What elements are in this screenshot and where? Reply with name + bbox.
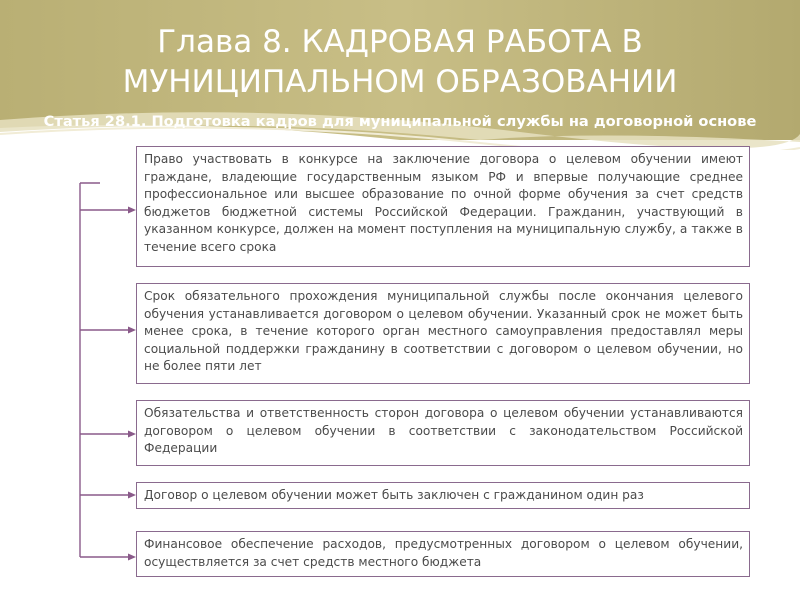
item-text-1: Право участвовать в конкурсе на заключение договора о целевом обучении имеют граждане, владеющие государственным языком РФ и впервые получающие среднее профессиональное или высшее образование по очной форме обучения за счет средств бюджетов бюджетной системы Российской Федерации. Гражданин, участвующий в указанном конкурсе, должен на момент поступления на муниципальную службу, а также в течение всего срока	[144, 152, 743, 254]
page-subtitle: Статья 28.1. Подготовка кадров для муниципальной службы на договорной основе	[43, 113, 757, 130]
title-line-1: Глава 8. КАДРОВАЯ РАБОТА В	[157, 24, 643, 60]
item-box-5	[136, 531, 750, 577]
item-text-4: Договор о целевом обучении может быть заключен с гражданином один раз	[144, 488, 644, 502]
arrowhead-3	[128, 431, 136, 438]
item-text-2: Срок обязательного прохождения муниципальной службы после окончания целевого обучения устанавливается договором о целевом обучении. Указанный срок не может быть менее срока, в течение которого орган местного самоуправления предоставлял меры социальной поддержки гражданину в соответствии с договором о целевом обучении, но не более пяти лет	[144, 289, 743, 374]
arrowhead-4	[128, 492, 136, 499]
arrowhead-2	[128, 327, 136, 334]
arrowhead-5	[128, 554, 136, 561]
item-box-2	[136, 283, 750, 384]
title-line-2: МУНИЦИПАЛЬНОМ ОБРАЗОВАНИИ	[122, 64, 678, 100]
item-box-4	[136, 482, 750, 509]
item-box-3	[136, 400, 750, 466]
item-box-1	[136, 146, 750, 267]
item-text-3: Обязательства и ответственность сторон договора о целевом обучении устанавливаются договором о целевом обучении в соответствии с законодательством Российской Федерации	[144, 406, 743, 456]
item-text-5: Финансовое обеспечение расходов, предусмотренных договором о целевом обучении, осуществляется за счет средств местного бюджета	[144, 537, 743, 569]
arrowhead-1	[128, 207, 136, 214]
